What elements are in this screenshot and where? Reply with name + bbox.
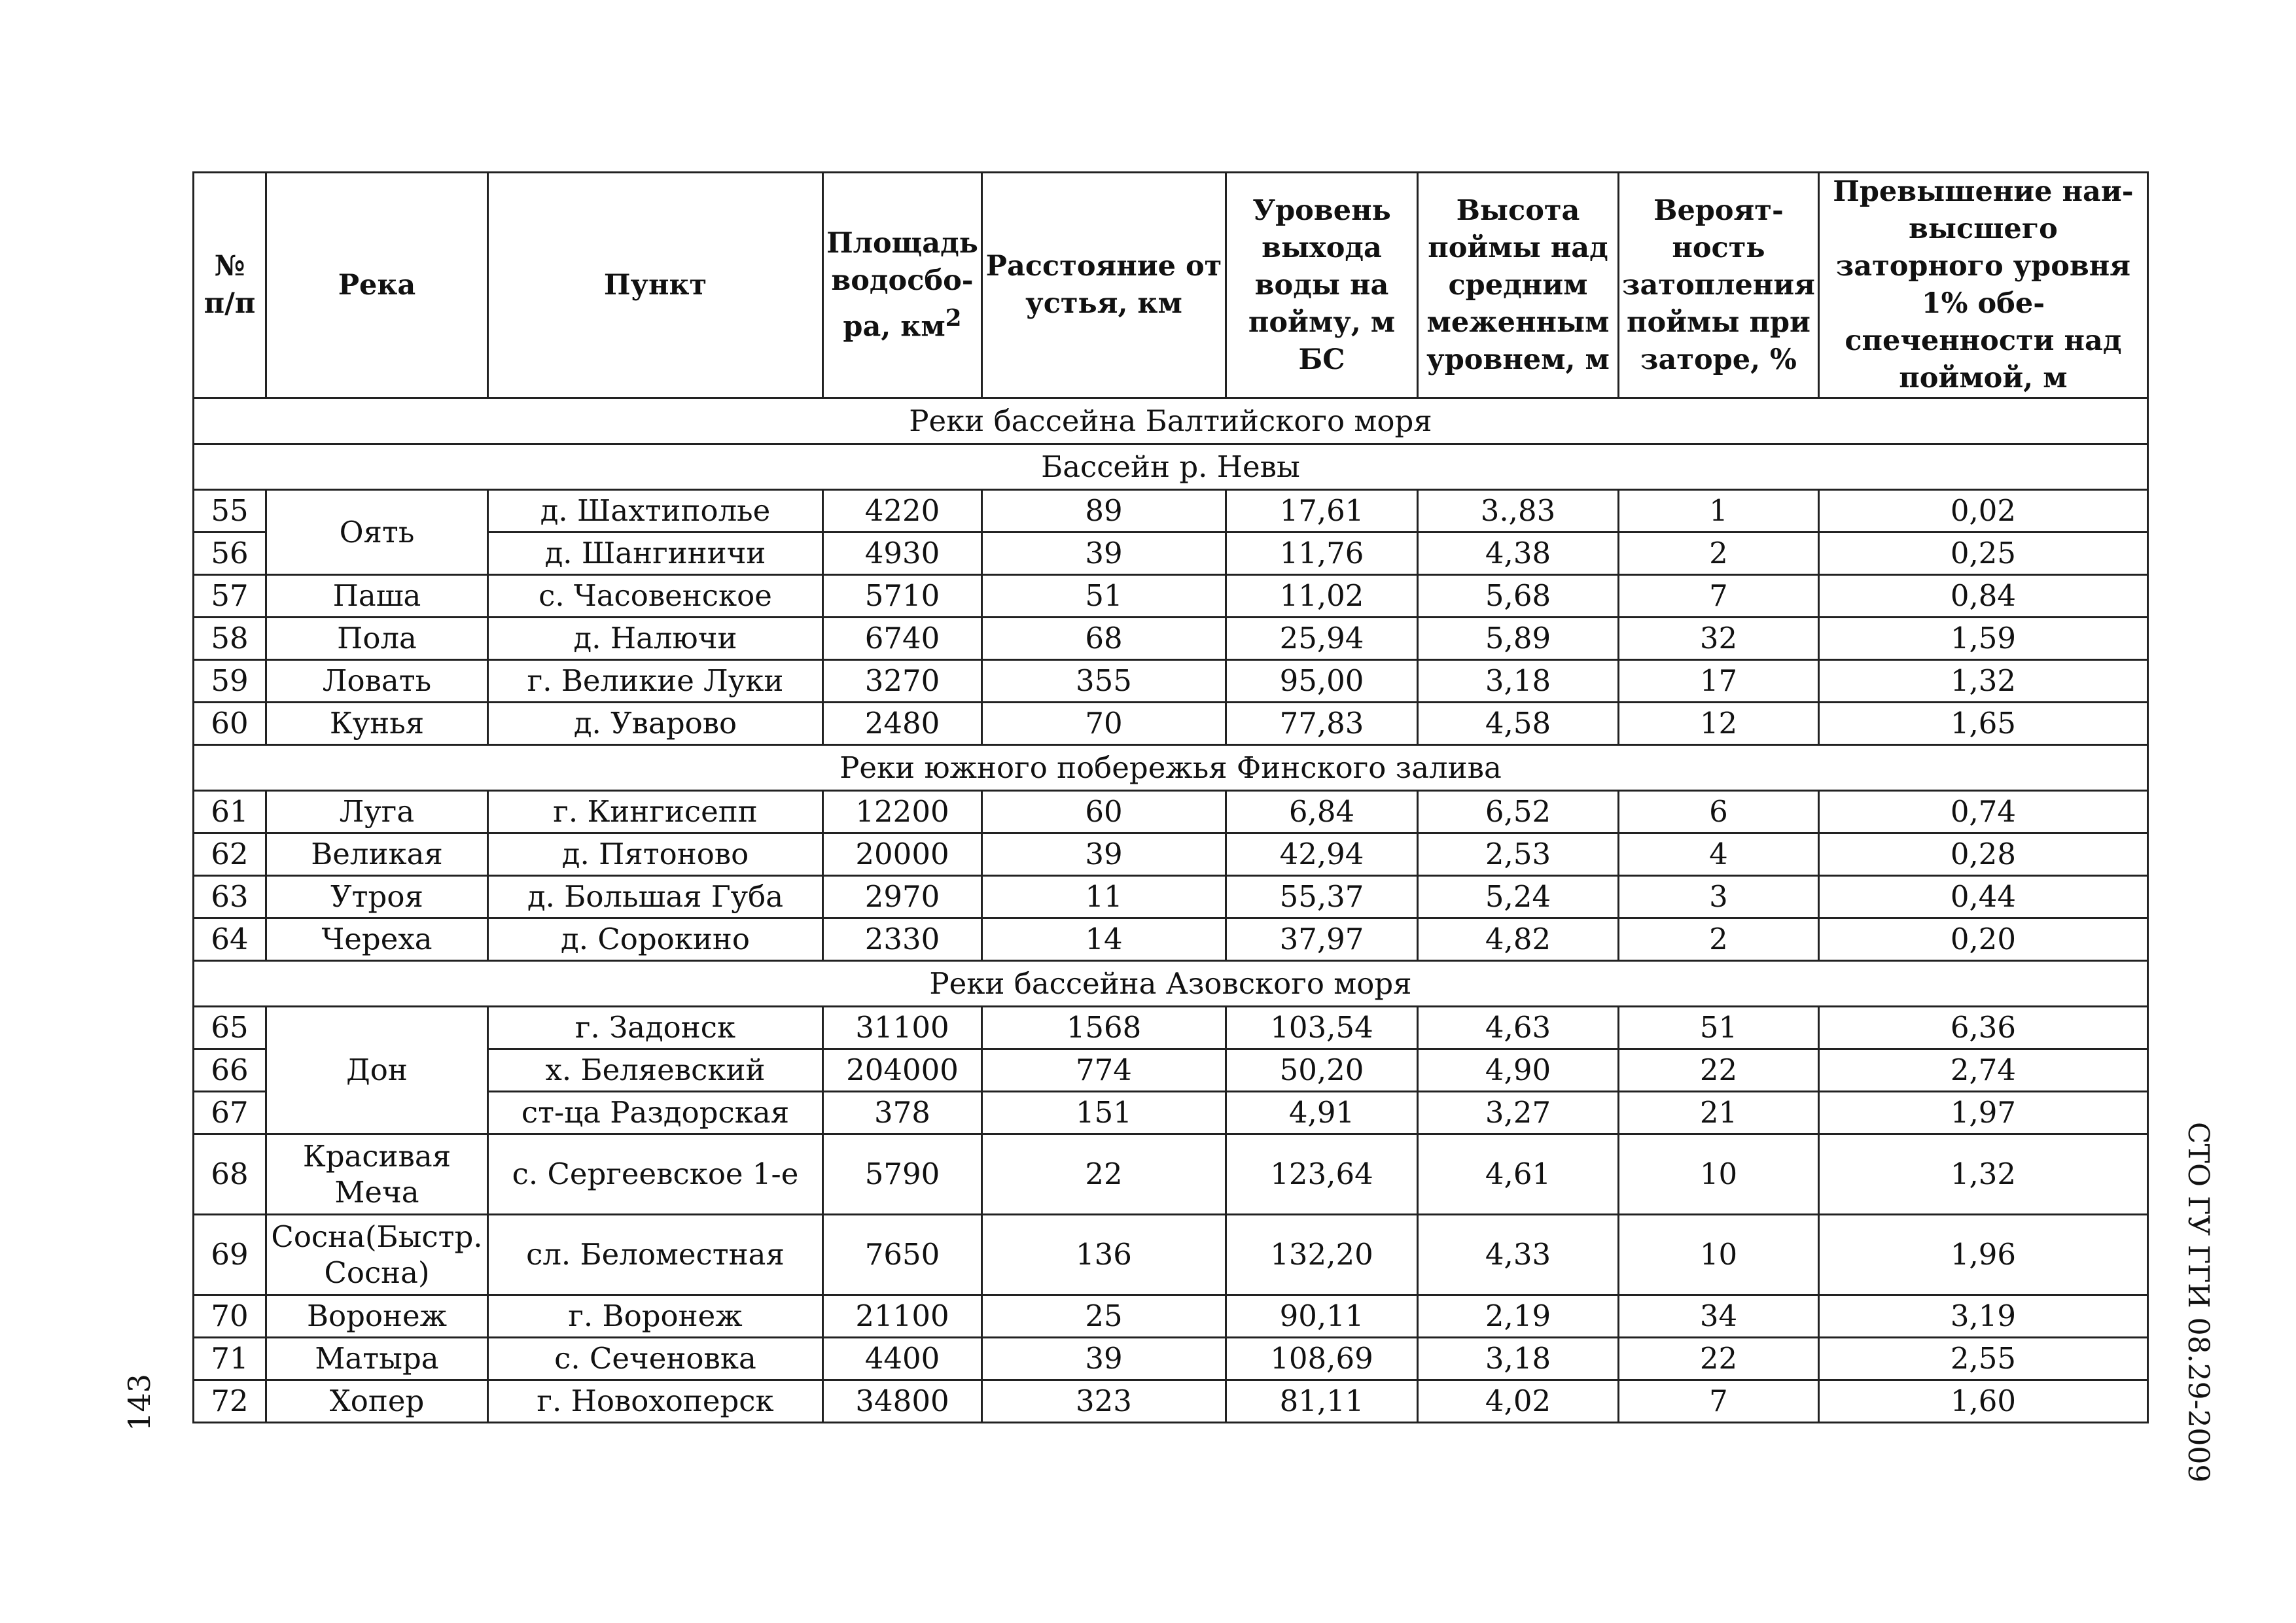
cell-height: 5,89: [1418, 618, 1619, 660]
cell-num: 71: [194, 1338, 266, 1380]
section-title: Реки бассейна Азовского моря: [194, 961, 2148, 1007]
cell-excess: 0,84: [1818, 575, 2147, 618]
cell-num: 62: [194, 833, 266, 876]
cell-river: Паша: [266, 575, 488, 618]
cell-probability: 7: [1619, 1380, 1819, 1423]
cell-area: 4930: [823, 532, 982, 575]
cell-probability: 2: [1619, 532, 1819, 575]
header-probability: Вероят-ность затопления поймы при заторе, %: [1619, 173, 1819, 398]
header-height: Высота поймы над средним меженным уровнем, м: [1418, 173, 1619, 398]
cell-excess: 1,65: [1818, 703, 2147, 745]
cell-num: 57: [194, 575, 266, 618]
cell-height: 3,18: [1418, 1338, 1619, 1380]
cell-distance: 151: [982, 1092, 1226, 1134]
table-row: [194, 876, 2148, 918]
cell-num: 64: [194, 918, 266, 961]
cell-probability: 10: [1619, 1134, 1819, 1215]
cell-river: Кунья: [266, 703, 488, 745]
cell-point: г. Воронеж: [488, 1295, 823, 1338]
cell-area: 31100: [823, 1007, 982, 1049]
cell-river: Красивая Меча: [266, 1134, 488, 1215]
cell-point: г. Задонск: [488, 1007, 823, 1049]
cell-point: сл. Беломестная: [488, 1215, 823, 1295]
header-point: Пункт: [488, 173, 823, 398]
cell-point: х. Беляевский: [488, 1049, 823, 1092]
cell-probability: 10: [1619, 1215, 1819, 1295]
cell-probability: 3: [1619, 876, 1819, 918]
cell-distance: 68: [982, 618, 1226, 660]
header-area-text: Площадь водосбо-ра, км: [826, 226, 978, 343]
section-title: Реки южного побережья Финского залива: [194, 745, 2148, 791]
cell-point: д. Шангиничи: [488, 532, 823, 575]
cell-river: Череха: [266, 918, 488, 961]
cell-distance: 51: [982, 575, 1226, 618]
cell-level: 17,61: [1226, 490, 1418, 532]
cell-distance: 60: [982, 791, 1226, 833]
cell-num: 69: [194, 1215, 266, 1295]
cell-area: 204000: [823, 1049, 982, 1092]
cell-level: 42,94: [1226, 833, 1418, 876]
cell-num: 61: [194, 791, 266, 833]
cell-probability: 21: [1619, 1092, 1819, 1134]
cell-num: 60: [194, 703, 266, 745]
cell-river: Хопер: [266, 1380, 488, 1423]
cell-num: 68: [194, 1134, 266, 1215]
cell-level: 132,20: [1226, 1215, 1418, 1295]
cell-point: д. Уварово: [488, 703, 823, 745]
cell-river: Утроя: [266, 876, 488, 918]
cell-point: с. Сергеевское 1-е: [488, 1134, 823, 1215]
table-row: [194, 918, 2148, 961]
header-river: Река: [266, 173, 488, 398]
cell-level: 4,91: [1226, 1092, 1418, 1134]
cell-excess: 0,02: [1818, 490, 2147, 532]
cell-point: ст-ца Раздорская: [488, 1092, 823, 1134]
cell-height: 4,38: [1418, 532, 1619, 575]
cell-probability: 1: [1619, 490, 1819, 532]
cell-level: 108,69: [1226, 1338, 1418, 1380]
cell-distance: 89: [982, 490, 1226, 532]
cell-num: 56: [194, 532, 266, 575]
cell-area: 2480: [823, 703, 982, 745]
cell-area: 21100: [823, 1295, 982, 1338]
cell-level: 55,37: [1226, 876, 1418, 918]
cell-distance: 25: [982, 1295, 1226, 1338]
section-title: Реки бассейна Балтийского моря: [194, 398, 2148, 444]
cell-excess: 0,25: [1818, 532, 2147, 575]
cell-num: 65: [194, 1007, 266, 1049]
header-excess: Превышение наи-высшего заторного уровня 1% обе-спеченности над поймой, м: [1818, 173, 2147, 398]
cell-level: 37,97: [1226, 918, 1418, 961]
cell-height: 3,27: [1418, 1092, 1619, 1134]
section-title: Бассейн р. Невы: [194, 444, 2148, 490]
cell-point: д. Налючи: [488, 618, 823, 660]
cell-height: 3.,83: [1418, 490, 1619, 532]
cell-level: 123,64: [1226, 1134, 1418, 1215]
cell-probability: 4: [1619, 833, 1819, 876]
cell-area: 4400: [823, 1338, 982, 1380]
cell-height: 5,68: [1418, 575, 1619, 618]
cell-point: д. Большая Губа: [488, 876, 823, 918]
cell-distance: 11: [982, 876, 1226, 918]
cell-river: Воронеж: [266, 1295, 488, 1338]
header-area-sup: 2: [945, 304, 962, 332]
cell-point: д. Пятоново: [488, 833, 823, 876]
cell-point: г. Новохоперск: [488, 1380, 823, 1423]
cell-excess: 1,60: [1818, 1380, 2147, 1423]
cell-distance: 774: [982, 1049, 1226, 1092]
table-row: [194, 791, 2148, 833]
cell-probability: 6: [1619, 791, 1819, 833]
cell-excess: 1,59: [1818, 618, 2147, 660]
cell-num: 63: [194, 876, 266, 918]
cell-num: 67: [194, 1092, 266, 1134]
cell-height: 4,82: [1418, 918, 1619, 961]
table-row: [194, 618, 2148, 660]
cell-excess: 1,32: [1818, 660, 2147, 703]
cell-area: 378: [823, 1092, 982, 1134]
cell-point: д. Шахтиполье: [488, 490, 823, 532]
cell-height: 4,58: [1418, 703, 1619, 745]
cell-area: 5710: [823, 575, 982, 618]
cell-excess: 0,44: [1818, 876, 2147, 918]
cell-excess: 1,32: [1818, 1134, 2147, 1215]
table-row: [194, 490, 2148, 532]
cell-distance: 39: [982, 833, 1226, 876]
cell-probability: 22: [1619, 1338, 1819, 1380]
cell-probability: 17: [1619, 660, 1819, 703]
cell-area: 4220: [823, 490, 982, 532]
cell-probability: 51: [1619, 1007, 1819, 1049]
page-number: 143: [122, 1374, 157, 1431]
section-row: [194, 398, 2148, 444]
cell-probability: 22: [1619, 1049, 1819, 1092]
cell-area: 7650: [823, 1215, 982, 1295]
cell-area: 5790: [823, 1134, 982, 1215]
cell-probability: 32: [1619, 618, 1819, 660]
cell-distance: 39: [982, 1338, 1226, 1380]
cell-river: Сосна(Быстр. Сосна): [266, 1215, 488, 1295]
cell-river: Ловать: [266, 660, 488, 703]
cell-excess: 3,19: [1818, 1295, 2147, 1338]
cell-point: г. Великие Луки: [488, 660, 823, 703]
cell-num: 66: [194, 1049, 266, 1092]
table-row: [194, 1338, 2148, 1380]
cell-point: с. Сеченовка: [488, 1338, 823, 1380]
cell-num: 58: [194, 618, 266, 660]
table-row: [194, 575, 2148, 618]
table-row: [194, 1380, 2148, 1423]
cell-distance: 355: [982, 660, 1226, 703]
cell-height: 5,24: [1418, 876, 1619, 918]
cell-height: 6,52: [1418, 791, 1619, 833]
cell-distance: 323: [982, 1380, 1226, 1423]
cell-probability: 7: [1619, 575, 1819, 618]
table-row: [194, 833, 2148, 876]
cell-point: с. Часовенское: [488, 575, 823, 618]
table-row: [194, 1007, 2148, 1049]
cell-level: 103,54: [1226, 1007, 1418, 1049]
cell-area: 20000: [823, 833, 982, 876]
cell-distance: 1568: [982, 1007, 1226, 1049]
cell-river: Матыра: [266, 1338, 488, 1380]
cell-excess: 1,97: [1818, 1092, 2147, 1134]
cell-distance: 14: [982, 918, 1226, 961]
cell-point: д. Сорокино: [488, 918, 823, 961]
cell-height: 3,18: [1418, 660, 1619, 703]
cell-excess: 0,20: [1818, 918, 2147, 961]
cell-distance: 70: [982, 703, 1226, 745]
cell-distance: 136: [982, 1215, 1226, 1295]
cell-area: 12200: [823, 791, 982, 833]
cell-height: 4,02: [1418, 1380, 1619, 1423]
document-code: СТО ГУ ГГИ 08.29-2009: [2181, 1122, 2215, 1483]
cell-height: 4,63: [1418, 1007, 1619, 1049]
cell-river: Дон: [266, 1007, 488, 1134]
cell-level: 6,84: [1226, 791, 1418, 833]
table-row: [194, 703, 2148, 745]
table-row: [194, 1134, 2148, 1215]
cell-height: 2,19: [1418, 1295, 1619, 1338]
cell-level: 90,11: [1226, 1295, 1418, 1338]
cell-level: 50,20: [1226, 1049, 1418, 1092]
cell-area: 3270: [823, 660, 982, 703]
cell-probability: 2: [1619, 918, 1819, 961]
cell-area: 2330: [823, 918, 982, 961]
cell-distance: 39: [982, 532, 1226, 575]
cell-num: 70: [194, 1295, 266, 1338]
cell-level: 77,83: [1226, 703, 1418, 745]
header-num: № п/п: [194, 173, 266, 398]
section-row: [194, 745, 2148, 791]
cell-river: Луга: [266, 791, 488, 833]
cell-point: г. Кингисепп: [488, 791, 823, 833]
cell-height: 4,61: [1418, 1134, 1619, 1215]
cell-level: 95,00: [1226, 660, 1418, 703]
cell-excess: 2,74: [1818, 1049, 2147, 1092]
table-row: [194, 660, 2148, 703]
cell-excess: 2,55: [1818, 1338, 2147, 1380]
cell-excess: 1,96: [1818, 1215, 2147, 1295]
header-distance: Расстояние от устья, км: [982, 173, 1226, 398]
header-level: Уровень выхода воды на пойму, м БС: [1226, 173, 1418, 398]
section-row: [194, 444, 2148, 490]
cell-height: 4,90: [1418, 1049, 1619, 1092]
cell-area: 2970: [823, 876, 982, 918]
cell-distance: 22: [982, 1134, 1226, 1215]
cell-level: 11,02: [1226, 575, 1418, 618]
cell-area: 6740: [823, 618, 982, 660]
cell-num: 59: [194, 660, 266, 703]
header-row: [194, 173, 2148, 398]
table-row: [194, 1295, 2148, 1338]
cell-level: 81,11: [1226, 1380, 1418, 1423]
table-row: [194, 1215, 2148, 1295]
cell-level: 25,94: [1226, 618, 1418, 660]
flood-data-table: [192, 171, 2149, 1423]
cell-excess: 6,36: [1818, 1007, 2147, 1049]
cell-num: 72: [194, 1380, 266, 1423]
cell-river: Оять: [266, 490, 488, 575]
cell-river: Пола: [266, 618, 488, 660]
cell-num: 55: [194, 490, 266, 532]
cell-height: 2,53: [1418, 833, 1619, 876]
cell-river: Великая: [266, 833, 488, 876]
cell-area: 34800: [823, 1380, 982, 1423]
cell-level: 11,76: [1226, 532, 1418, 575]
cell-probability: 12: [1619, 703, 1819, 745]
cell-excess: 0,28: [1818, 833, 2147, 876]
cell-probability: 34: [1619, 1295, 1819, 1338]
header-area: [823, 173, 982, 398]
section-row: [194, 961, 2148, 1007]
cell-excess: 0,74: [1818, 791, 2147, 833]
cell-height: 4,33: [1418, 1215, 1619, 1295]
